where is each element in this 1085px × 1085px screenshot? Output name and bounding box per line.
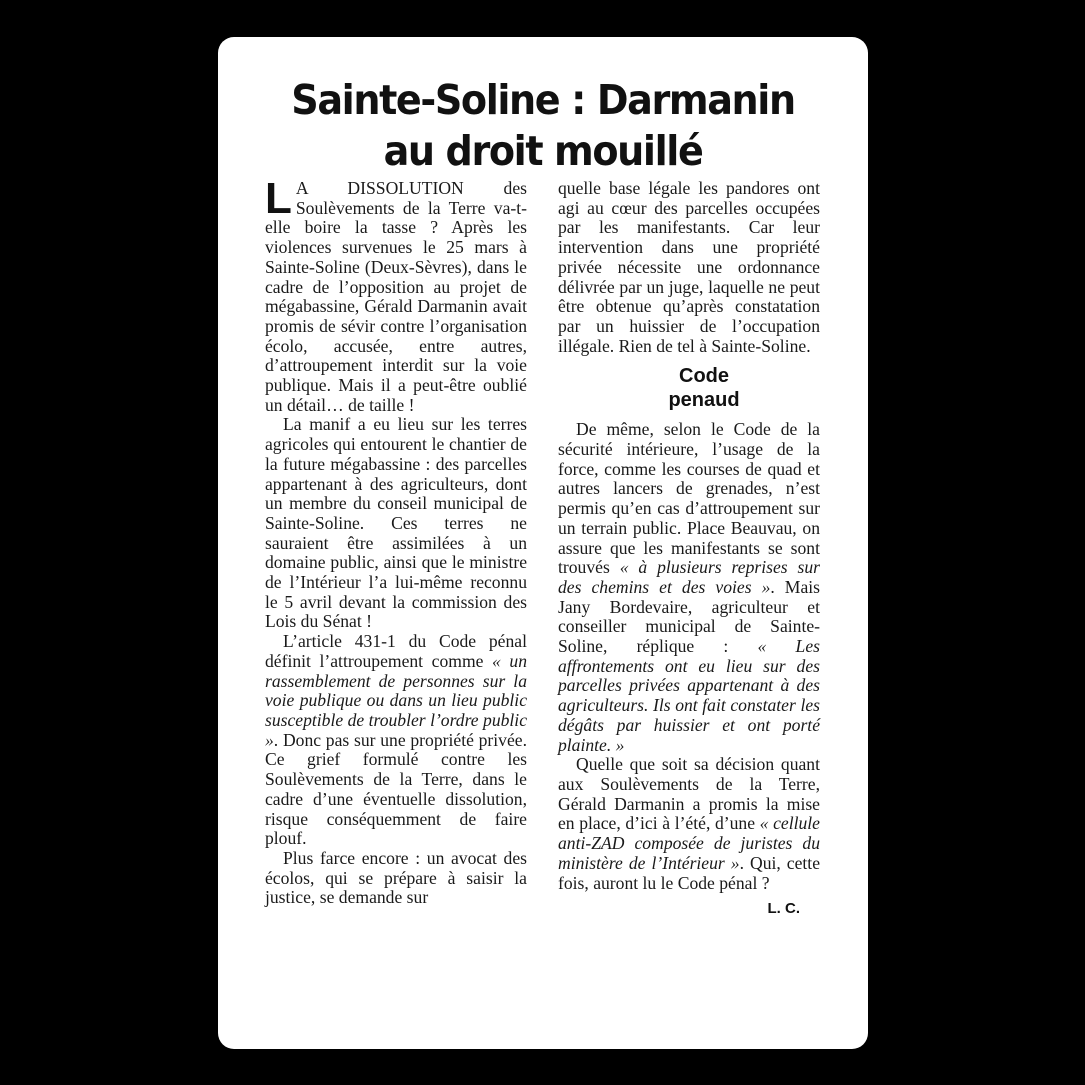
subheading-line-2: penaud [668,389,740,412]
drop-cap: L [265,174,292,223]
paragraph-3-text-b: . Donc pas sur une propriété privée. Ce grief formulé contre les Soulèvements de la Terre, dans le cadre d’une éventuelle dissolution, risque conséquemment de faire plouf. [265,729,527,849]
left-column [265,174,527,908]
paragraph-4: Plus farce encore : un avocat des écolos, qui se prépare à saisir la justice, se demande sur [265,847,527,908]
article-title [241,75,846,177]
title-line-2: au droit mouillé [383,127,703,175]
paragraph-5: quelle base légale les pandores ont agi au cœur des parcelles occupées par les manifestants. Car leur intervention dans une propriété privée nécessite une ordonnance délivrée par un juge, laquelle ne peut être obtenue qu’après constatation par un huissier de l’occupation illégale. Rien de tel à Sainte-Soline. [558,178,820,356]
paragraph-3-text-a: L’article 431-1 du Code pénal définit l’attroupement comme [265,631,527,671]
paragraph-1 [265,174,527,415]
subheading [588,364,820,412]
article-card [218,37,868,1049]
paragraph-7-text-a: Quelle que soit sa décision quant aux Soulèvements de la Terre, Gérald Darmanin a promis la mise en place, d’ici à l’été, d’une [558,754,820,834]
cellule-quote: « cellule anti-ZAD composée de juristes du ministère de l’Intérieur » [558,813,820,873]
penal-code-quote: « un rassemblement de personnes sur la voie publique ou dans un lieu public susceptible de troubler l’ordre public » [265,650,527,750]
paragraph-7 [558,755,820,893]
paragraph-3 [265,632,527,849]
paragraph-6-text-a: De même, selon le Code de la sécurité intérieure, l’usage de la force, comme les courses de quad et autres lancers de grenades, n’est permis qu’en cas d’attroupement sur un terrain public. Place Beauvau, on assure que les manifestants se sont trouvés [558,419,820,578]
paragraph-1-text: A DISSOLUTION des Soulèvements de la Terre va-t-elle boire la tasse ? Après les violences survenues le 25 mars à Sainte-Soline (Deux-Sèvres), dans le cadre de l’opposition au projet de mégabassine, Gérald Darmanin avait promis de sévir contre l’organisation écolo, accusée, entre autres, d’attroupement interdit sur la voie publique. Mais il a peut-être oublié un détail… de taille ! [265,178,527,415]
paragraph-2: La manif a eu lieu sur les terres agricoles qui entourent le chantier de la future mégabassine : des parcelles appartenant à des agriculteurs, dont un membre du conseil municipal de Sainte-Soline. Ces terres ne sauraient être assimilées à un domaine public, ainsi que le ministre de l’Intérieur l’a lui-même reconnu le 5 avril devant la commission des Lois du Sénat ! [265,414,527,632]
title-line-1: Sainte-Soline : Darmanin [291,76,795,124]
paragraph-6 [558,420,820,755]
paragraph-6-text-b: . Mais Jany Bordevaire, agriculteur et conseiller municipal de Sainte-Soline, réplique : [558,576,820,657]
paragraph-7-text-b: . Qui, cette fois, auront lu le Code pénal ? [558,852,821,893]
bordevaire-quote: « Les affrontements ont eu lieu sur des parcelles privées appartenant à des agriculteurs. Ils ont fait constater les dégâts par huissier et ont porté plainte. » [558,636,820,755]
beauvau-quote: « à plusieurs reprises sur des chemins et des voies » [558,557,820,597]
subheading-line-1: Code [679,365,729,388]
right-column [558,179,820,919]
author-signature: L. C. [767,900,800,918]
